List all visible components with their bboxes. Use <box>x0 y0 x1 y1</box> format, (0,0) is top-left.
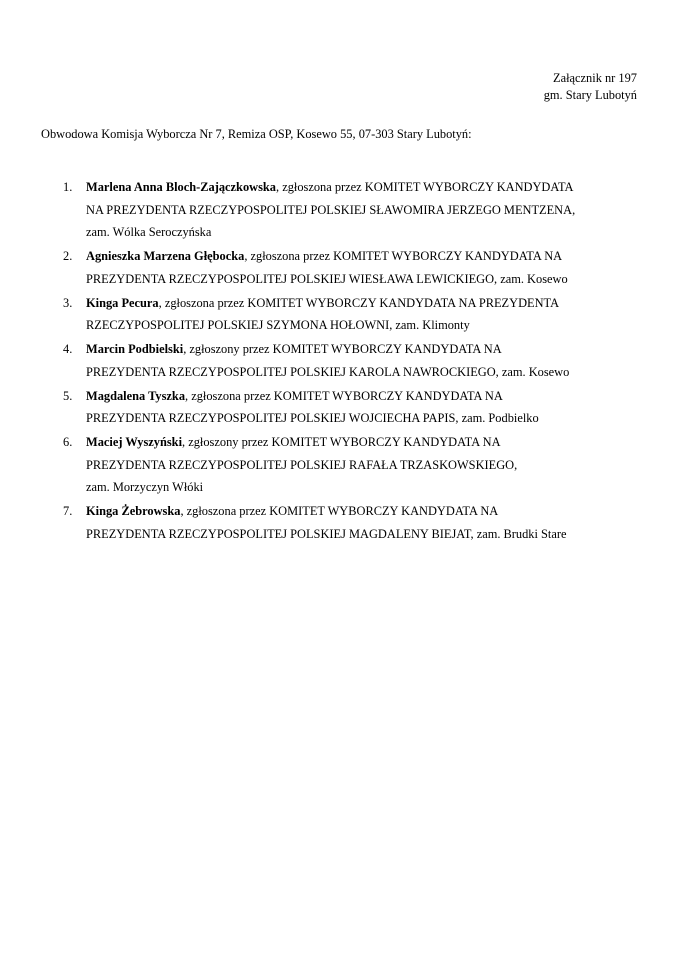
member-nomination-cont: PREZYDENTA RZECZYPOSPOLITEJ POLSKIEJ MAGDALENY BIEJAT, zam. Brudki Stare <box>86 526 567 541</box>
member-nomination-cont: PREZYDENTA RZECZYPOSPOLITEJ POLSKIEJ WIESŁAWA LEWICKIEGO, zam. Kosewo <box>86 271 568 286</box>
member-name: Agnieszka Marzena Głębocka <box>86 249 245 263</box>
member-nomination-cont: RZECZYPOSPOLITEJ POLSKIEJ SZYMONA HOŁOWNI, zam. Klimonty <box>86 318 470 332</box>
commission-title: Obwodowa Komisja Wyborcza Nr 7, Remiza OSP, Kosewo 55, 07-303 Stary Lubotyń: <box>41 127 472 141</box>
member-number: 7. <box>63 504 73 518</box>
member-name: Kinga Pecura <box>86 295 159 310</box>
member-name: Maciej Wyszyński <box>86 435 183 449</box>
member-nomination: , zgłoszony przez KOMITET WYBORCZY KANDYDATA NA <box>183 342 502 356</box>
member-name: Marcin Podbielski <box>86 342 184 356</box>
attachment-number: Załącznik nr 197 <box>553 71 637 85</box>
member-nomination: , zgłoszona przez KOMITET WYBORCZY KANDYDATA NA <box>180 504 499 518</box>
member-nomination-cont: PREZYDENTA RZECZYPOSPOLITEJ POLSKIEJ KAROLA NAWROCKIEGO, zam. Kosewo <box>86 364 570 379</box>
member-nomination: , zgłoszona przez KOMITET WYBORCZY KANDYDATA <box>276 180 574 194</box>
member-residence: zam. Morzyczyn Włóki <box>86 480 204 494</box>
member-number: 1. <box>63 180 73 194</box>
member-number: 2. <box>63 249 73 263</box>
member-number: 4. <box>63 342 73 356</box>
member-number: 5. <box>63 388 73 403</box>
member-item <box>41 500 641 545</box>
member-item <box>41 292 641 337</box>
member-item <box>41 431 641 499</box>
member-name: Marlena Anna Bloch-Zajączkowska <box>86 180 276 194</box>
member-name: Magdalena Tyszka <box>86 388 186 403</box>
member-nomination-cont: PREZYDENTA RZECZYPOSPOLITEJ POLSKIEJ WOJCIECHA PAPIS, zam. Podbielko <box>86 411 539 425</box>
member-nomination: , zgłoszona przez KOMITET WYBORCZY KANDYDATA NA <box>244 249 563 263</box>
member-name: Kinga Żebrowska <box>86 504 181 518</box>
member-number: 3. <box>63 295 73 310</box>
member-number: 6. <box>63 435 73 449</box>
member-item <box>41 245 641 290</box>
member-nomination: , zgłoszony przez KOMITET WYBORCZY KANDYDATA NA <box>182 435 501 449</box>
member-item <box>41 176 641 244</box>
members-list <box>41 176 641 547</box>
document-header <box>544 70 637 104</box>
member-item <box>41 385 641 430</box>
member-item <box>41 338 641 383</box>
member-nomination: , zgłoszona przez KOMITET WYBORCZY KANDYDATA NA PREZYDENTA <box>158 295 560 310</box>
municipality-name: gm. Stary Lubotyń <box>543 88 637 102</box>
member-nomination-cont: NA PREZYDENTA RZECZYPOSPOLITEJ POLSKIEJ SŁAWOMIRA JERZEGO MENTZENA, <box>86 202 576 217</box>
member-nomination-cont: PREZYDENTA RZECZYPOSPOLITEJ POLSKIEJ RAFAŁA TRZASKOWSKIEGO, <box>86 457 518 472</box>
member-nomination: , zgłoszona przez KOMITET WYBORCZY KANDYDATA NA <box>185 388 503 403</box>
member-residence: zam. Wólka Seroczyńska <box>86 225 212 239</box>
